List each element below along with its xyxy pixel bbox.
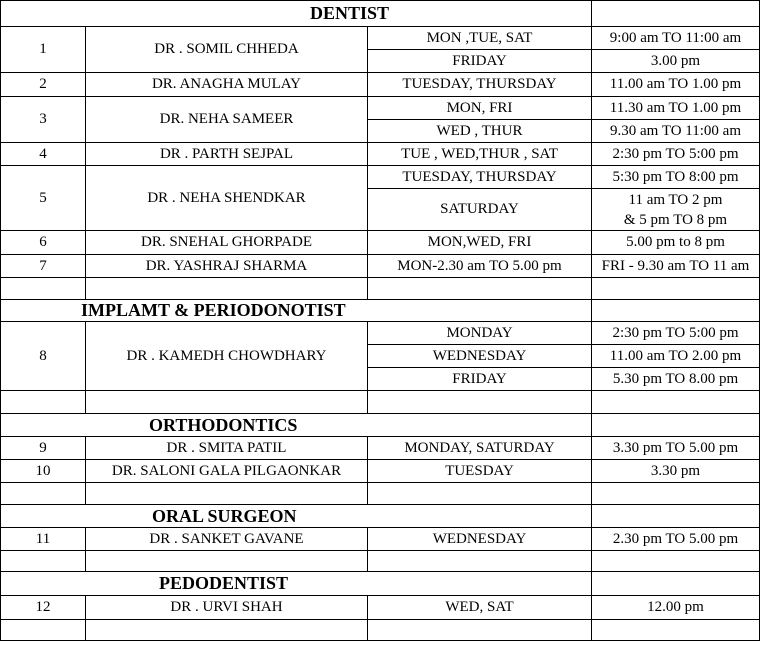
blank-row xyxy=(1,483,760,505)
days-cell: WEDNESDAY xyxy=(368,345,592,368)
doctor-name: DR . URVI SHAH xyxy=(86,596,368,620)
table-row xyxy=(1,143,760,166)
doctor-name: DR. ANAGHA MULAY xyxy=(86,73,368,97)
title-row xyxy=(1,1,760,27)
days-cell: FRIDAY xyxy=(368,50,592,73)
table-row xyxy=(1,460,760,483)
empty-cell xyxy=(86,483,368,505)
row-number: 6 xyxy=(1,231,86,255)
timing-cell: 5:30 pm TO 8:00 pm xyxy=(592,166,760,189)
table-row xyxy=(1,596,760,620)
empty-cell xyxy=(86,551,368,572)
table-row xyxy=(1,255,760,278)
blank-row xyxy=(1,391,760,414)
doctor-name: DR. YASHRAJ SHARMA xyxy=(86,255,368,278)
table-row xyxy=(1,322,760,345)
row-number: 7 xyxy=(1,255,86,278)
days-cell: MON,WED, FRI xyxy=(368,231,592,255)
empty-cell xyxy=(1,483,86,505)
days-cell: TUE , WED,THUR , SAT xyxy=(368,143,592,166)
table-row xyxy=(1,231,760,255)
empty-cell xyxy=(592,572,760,596)
empty-cell xyxy=(1,551,86,572)
section-row xyxy=(1,300,760,322)
row-number: 2 xyxy=(1,73,86,97)
table-row xyxy=(1,166,760,189)
doctor-name: DR . SMITA PATIL xyxy=(86,437,368,460)
timing-cell: 2:30 pm TO 5:00 pm xyxy=(592,322,760,345)
empty-cell xyxy=(86,391,368,414)
days-cell: MONDAY xyxy=(368,322,592,345)
timing-cell: 5.00 pm to 8 pm xyxy=(592,231,760,255)
table-row xyxy=(1,73,760,97)
days-cell: TUESDAY, THURSDAY xyxy=(368,166,592,189)
timing-cell: 11.00 am TO 1.00 pm xyxy=(592,73,760,97)
doctor-name: DR. NEHA SAMEER xyxy=(86,97,368,143)
blank-row xyxy=(1,278,760,300)
section-heading: PEDODENTIST xyxy=(1,572,592,596)
table-row xyxy=(1,528,760,551)
empty-cell xyxy=(1,620,86,641)
section-row xyxy=(1,572,760,596)
timing-cell: 11.00 am TO 2.00 pm xyxy=(592,345,760,368)
doctor-name: DR . SANKET GAVANE xyxy=(86,528,368,551)
empty-cell xyxy=(592,391,760,414)
days-cell: MONDAY, SATURDAY xyxy=(368,437,592,460)
empty-cell xyxy=(592,551,760,572)
empty-cell xyxy=(1,391,86,414)
days-cell: WED, SAT xyxy=(368,596,592,620)
blank-row xyxy=(1,620,760,641)
timing-cell: 9.30 am TO 11:00 am xyxy=(592,120,760,143)
row-number: 10 xyxy=(1,460,86,483)
doctor-name: DR . PARTH SEJPAL xyxy=(86,143,368,166)
empty-cell xyxy=(592,414,760,437)
doctor-name: DR . NEHA SHENDKAR xyxy=(86,166,368,231)
page-title: DENTIST xyxy=(1,1,592,27)
empty-cell xyxy=(592,620,760,641)
days-cell: WED , THUR xyxy=(368,120,592,143)
row-number: 5 xyxy=(1,166,86,231)
row-number: 1 xyxy=(1,27,86,73)
days-cell: MON ,TUE, SAT xyxy=(368,27,592,50)
row-number: 8 xyxy=(1,322,86,391)
blank-row xyxy=(1,551,760,572)
empty-cell xyxy=(368,620,592,641)
timing-cell: 12.00 pm xyxy=(592,596,760,620)
empty-cell xyxy=(86,278,368,300)
section-row xyxy=(1,505,760,528)
table-row xyxy=(1,97,760,120)
table-row xyxy=(1,437,760,460)
row-number: 11 xyxy=(1,528,86,551)
row-number: 3 xyxy=(1,97,86,143)
section-row xyxy=(1,414,760,437)
timing-cell: 2.30 pm TO 5.00 pm xyxy=(592,528,760,551)
empty-cell xyxy=(592,483,760,505)
days-cell: SATURDAY xyxy=(368,189,592,231)
timing-cell xyxy=(592,189,760,231)
days-cell: MON-2.30 am TO 5.00 pm xyxy=(368,255,592,278)
empty-cell xyxy=(592,1,760,27)
timing-cell: 2:30 pm TO 5:00 pm xyxy=(592,143,760,166)
timing-cell: FRI - 9.30 am TO 11 am xyxy=(592,255,760,278)
doctor-name: DR. SNEHAL GHORPADE xyxy=(86,231,368,255)
empty-cell xyxy=(86,620,368,641)
days-cell: WEDNESDAY xyxy=(368,528,592,551)
timing-line: & 5 pm TO 8 pm xyxy=(623,211,728,228)
timing-cell: 5.30 pm TO 8.00 pm xyxy=(592,368,760,391)
timing-cell: 3.30 pm xyxy=(592,460,760,483)
empty-cell xyxy=(368,483,592,505)
table-row xyxy=(1,27,760,50)
row-number: 4 xyxy=(1,143,86,166)
empty-cell xyxy=(592,300,760,322)
section-heading: IMPLAMT & PERIODONOTIST xyxy=(1,300,592,322)
timing-line: 11 am TO 2 pm xyxy=(628,191,723,208)
timing-cell: 3.30 pm TO 5.00 pm xyxy=(592,437,760,460)
empty-cell xyxy=(368,391,592,414)
days-cell: TUESDAY, THURSDAY xyxy=(368,73,592,97)
days-cell: FRIDAY xyxy=(368,368,592,391)
timing-cell: 11.30 am TO 1.00 pm xyxy=(592,97,760,120)
doctor-name: DR . KAMEDH CHOWDHARY xyxy=(86,322,368,391)
days-cell: MON, FRI xyxy=(368,97,592,120)
row-number: 12 xyxy=(1,596,86,620)
doctor-name: DR. SALONI GALA PILGAONKAR xyxy=(86,460,368,483)
section-heading: ORTHODONTICS xyxy=(1,414,592,437)
empty-cell xyxy=(368,551,592,572)
timing-cell: 9:00 am TO 11:00 am xyxy=(592,27,760,50)
empty-cell xyxy=(368,278,592,300)
empty-cell xyxy=(592,505,760,528)
timing-cell: 3.00 pm xyxy=(592,50,760,73)
section-heading: ORAL SURGEON xyxy=(1,505,592,528)
row-number: 9 xyxy=(1,437,86,460)
days-cell: TUESDAY xyxy=(368,460,592,483)
doctor-name: DR . SOMIL CHHEDA xyxy=(86,27,368,73)
empty-cell xyxy=(1,278,86,300)
empty-cell xyxy=(592,278,760,300)
